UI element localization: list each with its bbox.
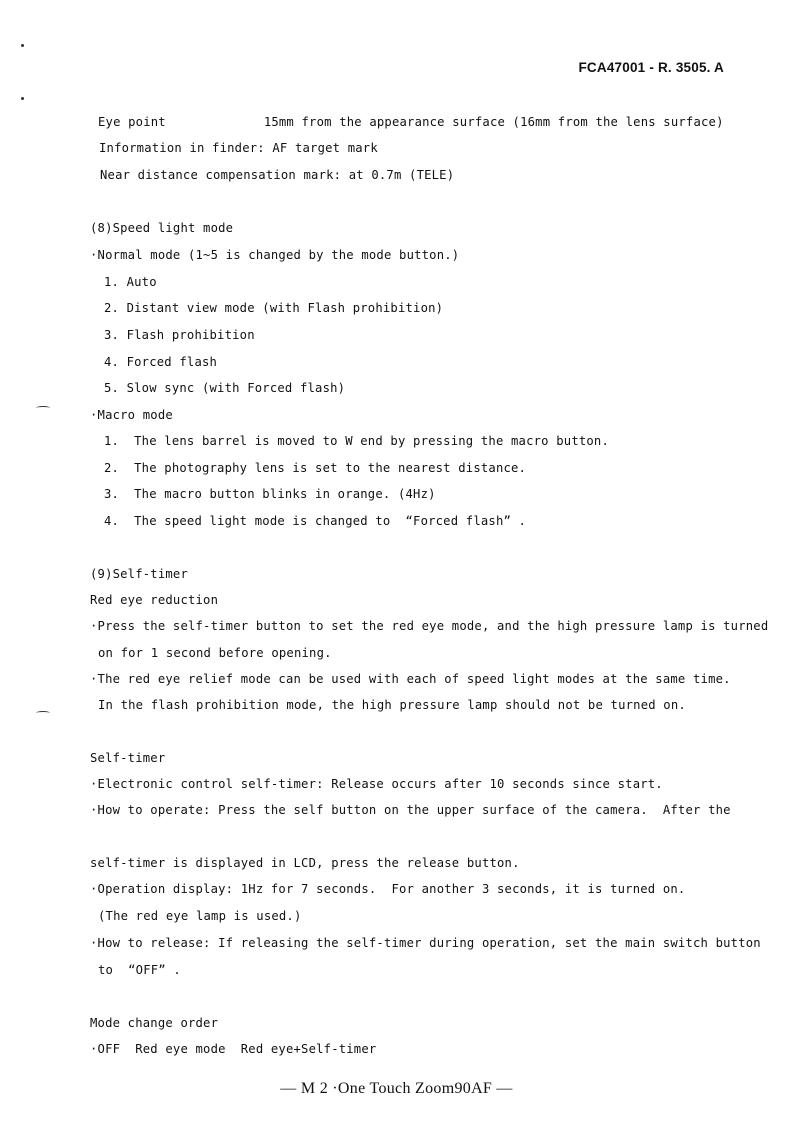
- red-eye-heading: Red eye reduction: [90, 593, 219, 607]
- paragraph-line: ·Electronic control self-timer: Release occurs after 10 seconds since start.: [90, 777, 663, 791]
- list-item: 5. Slow sync (with Forced flash): [104, 381, 346, 395]
- section-heading-self-timer: (9)Self-timer: [90, 567, 188, 581]
- list-item: 1. Auto: [104, 275, 157, 289]
- paragraph-line: self-timer is displayed in LCD, press the release button.: [90, 856, 520, 870]
- mode-change-heading: Mode change order: [90, 1016, 219, 1030]
- list-item: 3. The macro button blinks in orange. (4Hz): [104, 487, 436, 501]
- margin-dot-1: [21, 44, 24, 47]
- paragraph-line: ·Press the self-timer button to set the red eye mode, and the high pressure lamp is turned: [90, 619, 769, 633]
- list-item: 3. Flash prohibition: [104, 328, 255, 342]
- section-heading-speed-light: (8)Speed light mode: [90, 221, 234, 235]
- normal-mode-line: ·Normal mode (1~5 is changed by the mode button.): [90, 248, 460, 262]
- list-item: 4. The speed light mode is changed to “Forced flash” .: [104, 514, 527, 528]
- document-code: FCA47001 - R. 3505. A: [578, 60, 724, 75]
- paragraph-line: ·Operation display: 1Hz for 7 seconds. For another 3 seconds, it is turned on.: [90, 882, 686, 896]
- finder-info-line: Information in finder: AF target mark: [99, 141, 378, 155]
- near-distance-line: Near distance compensation mark: at 0.7m (TELE): [100, 168, 455, 182]
- paragraph-line: (The red eye lamp is used.): [98, 909, 302, 923]
- paragraph-line: In the flash prohibition mode, the high pressure lamp should not be turned on.: [98, 698, 686, 712]
- paragraph-line: on for 1 second before opening.: [98, 646, 332, 660]
- self-timer-heading: Self-timer: [90, 751, 166, 765]
- paragraph-line: ·How to release: If releasing the self-timer during operation, set the main switch button: [90, 936, 761, 950]
- margin-dash-2: [36, 711, 50, 715]
- macro-mode-line: ·Macro mode: [90, 408, 173, 422]
- list-item: 2. Distant view mode (with Flash prohibition): [104, 301, 444, 315]
- mode-change-order-line: ·OFF Red eye mode Red eye+Self-timer: [90, 1042, 377, 1056]
- paragraph-line: ·How to operate: Press the self button on the upper surface of the camera. After the: [90, 803, 731, 817]
- list-item: 1. The lens barrel is moved to W end by pressing the macro button.: [104, 434, 610, 448]
- eye-point-line: Eye point 15mm from the appearance surface (16mm from the lens surface): [98, 115, 724, 129]
- page-footer: — M 2 ·One Touch Zoom90AF —: [280, 1080, 513, 1097]
- list-item: 2. The photography lens is set to the nearest distance.: [104, 461, 527, 475]
- paragraph-line: ·The red eye relief mode can be used with each of speed light modes at the same time.: [90, 672, 731, 686]
- list-item: 4. Forced flash: [104, 355, 218, 369]
- margin-dot-2: [21, 97, 24, 100]
- margin-dash-1: [36, 406, 50, 410]
- paragraph-line: to “OFF” .: [98, 963, 181, 977]
